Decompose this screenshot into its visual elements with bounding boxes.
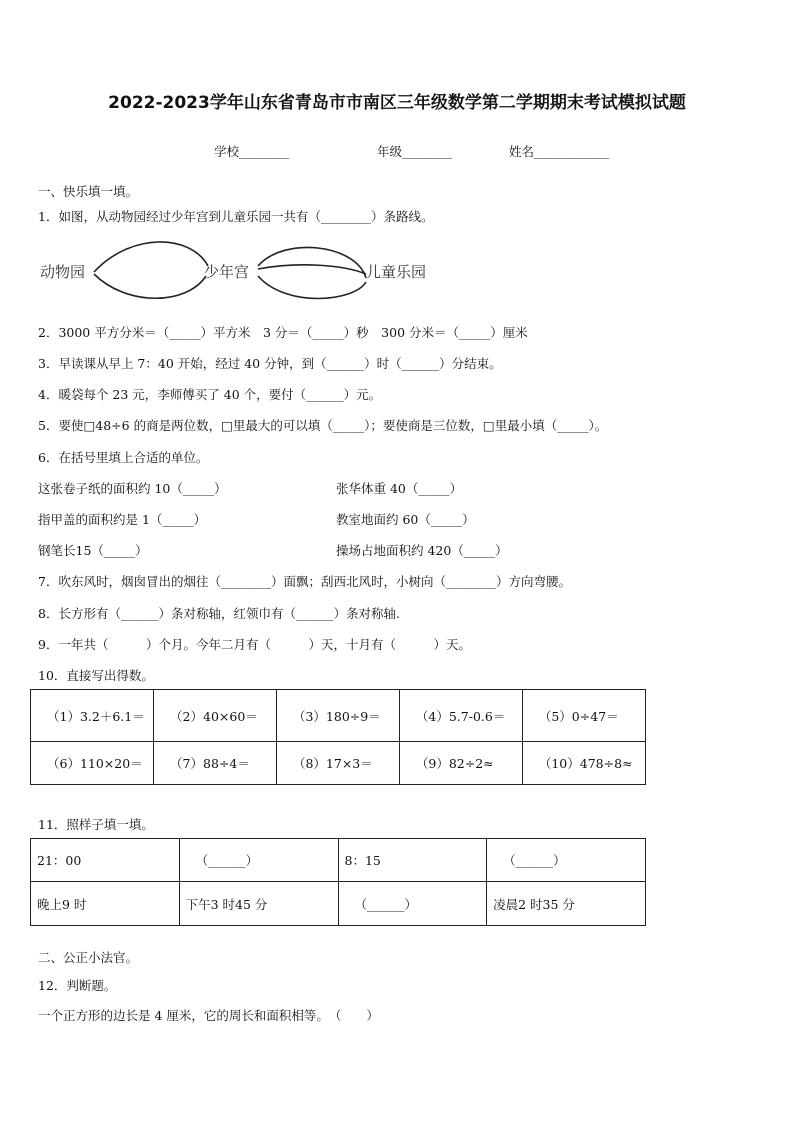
table-cell: （2）40×60＝ (154, 690, 277, 742)
zoo-label: 动物园 (40, 263, 86, 281)
question-10: 10．直接写出得数。 (38, 668, 154, 683)
q6-item: 这张卷子纸的面积约 10（_____） (38, 481, 227, 496)
table-cell: 21：00 (31, 839, 180, 882)
palace-label: 少年宫 (204, 263, 250, 281)
table-cell: （8）17×3＝ (276, 742, 399, 785)
school-field: 学校________ (214, 144, 290, 159)
question-4: 4．暖袋每个 23 元，李师傅买了 40 个，要付（______）元。 (38, 387, 382, 402)
q11-table (30, 838, 646, 926)
table-cell: （4）5.7-0.6＝ (399, 690, 522, 742)
table-cell: 下午3 时45 分 (179, 882, 338, 926)
table-cell: （10）478÷8≈ (522, 742, 645, 785)
table-cell: 8：15 (338, 839, 487, 882)
table-row (31, 839, 646, 882)
question-5: 5．要使□48÷6 的商是两位数，□里最大的可以填（_____）；要使商是三位数，□里最小填（_____）。 (38, 418, 608, 433)
route-curve-palace-middle (258, 265, 366, 274)
table-row (31, 882, 646, 926)
question-8: 8．长方形有（______）条对称轴，红领巾有（______）条对称轴. (38, 606, 400, 621)
question-12: 12．判断题。 (38, 978, 117, 993)
table-cell: （5）0÷47＝ (522, 690, 645, 742)
table-cell: （______） (338, 882, 487, 926)
question-1: 1．如图，从动物园经过少年宫到儿童乐园一共有（________）条路线。 (38, 209, 434, 224)
q6-item: 张华体重 40（_____） (336, 481, 463, 496)
table-cell: （______） (487, 839, 646, 882)
table-cell: （3）180÷9＝ (276, 690, 399, 742)
route-diagram (36, 236, 456, 306)
table-cell: （9）82÷2≈ (399, 742, 522, 785)
question-2: 2．3000 平方分米＝（_____）平方米 3 分＝（_____）秒 300 分米＝（_____）厘米 (38, 325, 528, 340)
question-3: 3．早读课从早上 7：40 开始，经过 40 分钟，到（______）时（______）分结束。 (38, 356, 502, 371)
table-cell: （6）110×20＝ (31, 742, 154, 785)
table-row (31, 742, 646, 785)
question-7: 7．吹东风时，烟囱冒出的烟往（________）面飘；刮西北风时，小树向（________）方向弯腰。 (38, 574, 571, 589)
route-curve-zoo-bottom (94, 274, 206, 298)
q6-item: 指甲盖的面积约是 1（_____） (38, 512, 207, 527)
route-curve-palace-top (258, 247, 366, 278)
question-12-statement: 一个正方形的边长是 4 厘米，它的周长和面积相等。 （ ） (38, 1008, 379, 1023)
route-curve-palace-bottom (258, 276, 366, 299)
table-row (31, 690, 646, 742)
question-11: 11．照样子填一填。 (38, 817, 154, 832)
table-cell: （______） (179, 839, 338, 882)
question-9: 9．一年共（ ）个月。今年二月有（ ）天，十月有（ ）天。 (38, 637, 471, 652)
section-2-heading: 二、公正小法官。 (38, 950, 139, 965)
table-cell: （1）3.2＋6.1＝ (31, 690, 154, 742)
q10-table (30, 689, 646, 785)
q6-item: 教室地面约 60（_____） (336, 512, 475, 527)
table-cell: 凌晨2 时35 分 (487, 882, 646, 926)
table-cell: 晚上9 时 (31, 882, 180, 926)
grade-field: 年级________ (377, 144, 453, 159)
q6-item: 操场占地面积约 420（_____） (336, 543, 508, 558)
page-title: 2022-2023学年山东省青岛市市南区三年级数学第二学期期末考试模拟试题 (108, 93, 686, 113)
park-label: 儿童乐园 (366, 263, 427, 281)
name-field: 姓名____________ (509, 144, 610, 159)
q6-item: 钢笔长15（_____） (38, 543, 148, 558)
route-curve-zoo-top (94, 242, 208, 272)
table-cell: （7）88÷4＝ (154, 742, 277, 785)
question-6: 6．在括号里填上合适的单位。 (38, 450, 209, 465)
section-1-heading: 一、快乐填一填。 (38, 184, 139, 199)
